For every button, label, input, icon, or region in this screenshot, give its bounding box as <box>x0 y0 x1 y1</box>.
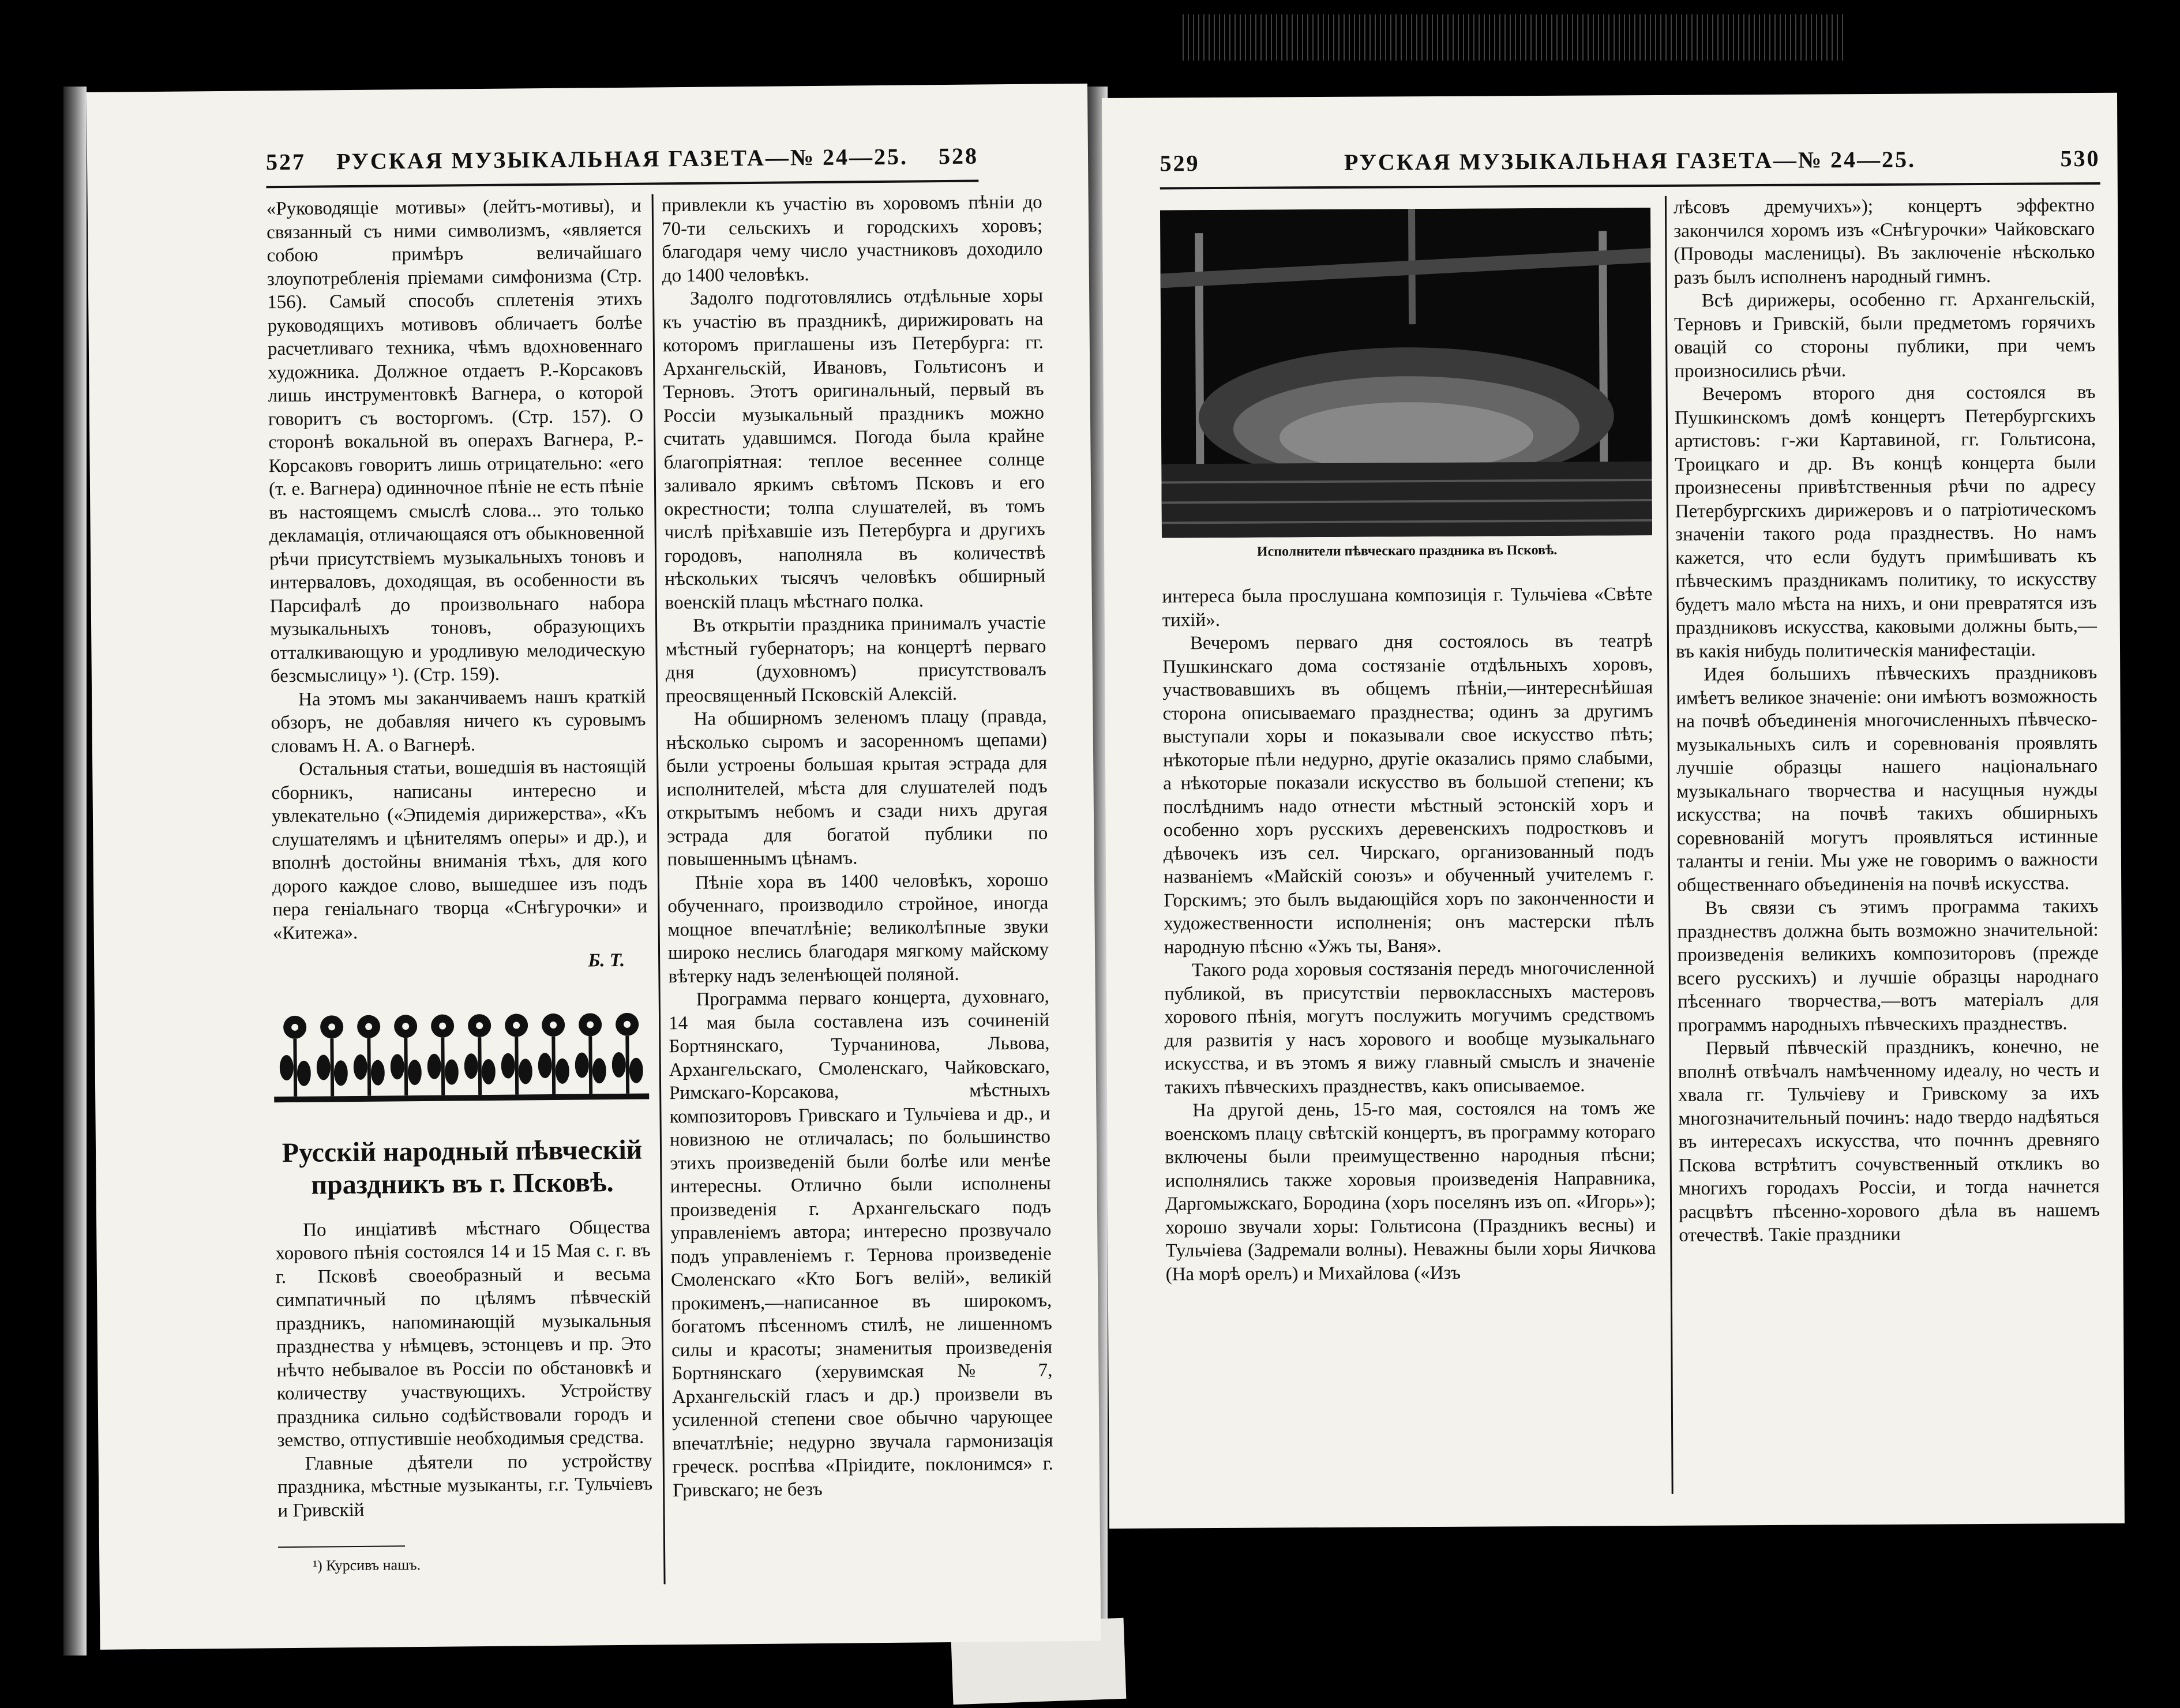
paragraph: Задолго подготовлялись отдѣльные хоры къ участію въ праздникѣ, дирижировать на которомъ приглашены изъ Петербурга: гг. Архангельскій, Ивановъ, Гольтисонъ и Терновъ. Этотъ оригинальный, первый въ Россіи музыкальный праздникъ можно считать удавшимся. Погода была крайне благопріятная: теплое весеннее солнце заливало яркимъ свѣтомъ Псковъ и его окрестности; толпа слушателей, въ томъ числѣ пріѣхавшіе изъ Петербурга и другихъ городовъ, наполняла въ количествѣ нѣскольких тысячъ человѣкъ обширный военскій плацъ мѣстнаго полка. <box>662 285 1046 613</box>
paragraph: лѣсовъ дремучихъ»); концертъ эффектно закончился хоромъ изъ «Снѣгурочки» Чайковскаго (Проводы масленицы). Въ заключеніе нѣсколько разъ былъ исполненъ народный гимнъ. <box>1673 194 2095 288</box>
scan-noise <box>1183 14 1846 61</box>
paragraph: На обширномъ зеленомъ плацу (правда, нѣсколько сыромъ и засоренномъ щепами) были устроены большая крытая эстрада для исполнителей, мѣста для слушателей подъ открытымъ небомъ и сзади нихъ другая эстрада для богатой публики по повышеннымъ цѣнамъ. <box>666 705 1048 870</box>
paragraph: Остальныя статьи, вошедшія въ настоящій сборникъ, написаны интересно и увлекательно («Эпидемія дирижерства», «Къ слушателямъ и цѣнителямъ оперы» и др.), и вполнѣ достойны вниманія тѣхъ, для кого дорого каждое слово, вышедшее изъ подъ пера геніальнаго творца «Снѣгурочки» и «Китежа». <box>271 756 648 944</box>
article-heading: Русскій народный пѣвческій праздникъ въ г. Псковѣ. <box>282 1134 643 1200</box>
paragraph: Пѣніе хора въ 1400 человѣкъ, хорошо обученнаго, производило стройное, иногда мощное впечатлѣніе; великолѣпные звуки широко неслись благодаря мягкому майскому вѣтерку надъ зеленѣющей поляной. <box>667 869 1049 987</box>
photo-caption: Исполнители пѣвческаго праздника въ Псковѣ. <box>1256 542 1558 560</box>
page-number: 530 <box>2060 145 2100 172</box>
flower-icon <box>353 1009 385 1095</box>
column-rule <box>1665 196 1674 1494</box>
paragraph: На другой день, 15-го мая, состоялся на томъ же военскомъ плацу свѣтскій концертъ, въ программу котораго включены были преимущественно народныя пѣсни; исполнялись также хоровыя произведенія Направника, Даргомыжскаго, Бородина (хоръ поселянъ изъ оп. «Игорь»); хорошо звучали хоры: Гольтисона (Праздникъ весны) и Тульчіева (Задремали волны). Неважны были хоры Яичкова (На морѣ орелъ) и Михайлова («Изъ <box>1165 1098 1656 1285</box>
flower-icon <box>464 1008 496 1094</box>
choir-photograph <box>1160 208 1652 538</box>
page-number: 529 <box>1160 150 1200 177</box>
running-head <box>266 142 978 183</box>
flower-icon <box>501 1008 532 1094</box>
paragraph: Такого рода хоровыя состязанія передъ многочисленной публикой, въ присутствіи первоклассныхъ мастеровъ хорового пѣнія, могутъ послужить могучимъ средствомъ для развитія у насъ хорового и вообще музыкальнаго искусства, и въ этомъ я вижу главный смыслъ и значеніе такихъ пѣвческихъ празднествъ, какъ описываемое. <box>1164 958 1655 1098</box>
footnote-rule <box>278 1545 405 1548</box>
paragraph: Вечеромъ перваго дня состоялось въ театрѣ Пушкинскаго дома состязаніе отдѣльныхъ хоровъ, участвовавшихъ въ общемъ пѣніи,—интереснѣйшая сторона описываемаго празднества; одинъ за другимъ выступали хоры и показывали свое искусство пѣть; нѣкоторые пѣли недурно, другіе оказались прямо слабыми, а нѣкоторые показали искусство въ большой степени; къ послѣднимъ надо отнести мѣстный эстонскій хоръ и особенно хоръ русскихъ деревенскихъ подростковъ и дѣвочекъ изъ сел. Чирскаго, организованный подъ названіемъ «Майскій союзъ» и обученный учителемъ г. Горскимъ; это былъ выдающійся хоръ по законченности и художественности исполненія; онъ мастерски пѣлъ народную пѣсню «Ужъ ты, Ваня». <box>1162 630 1654 958</box>
column-right <box>1674 194 2100 1247</box>
page-number: 528 <box>938 142 979 170</box>
photo-block <box>1160 95 1652 576</box>
flower-icon <box>427 1008 459 1095</box>
flower-icon <box>611 1007 643 1093</box>
column-left <box>267 194 654 1578</box>
flower-icon <box>538 1007 569 1094</box>
paragraph: Всѣ дирижеры, особенно гг. Архангельскій, Терновъ и Гривскій, были предметомъ горячихъ овацій со стороны публики, при чемъ произносились рѣчи. <box>1674 288 2096 382</box>
column-left <box>1162 583 1656 1286</box>
flower-icon <box>575 1007 606 1094</box>
right-page <box>1102 93 2125 1529</box>
paragraph: привлекли къ участію въ хоровомъ пѣніи до 70-ти сельскихъ и городскихъ хоровъ; благодаря чему число участниковъ доходило до 1400 человѣкъ. <box>661 192 1043 286</box>
paragraph: Главные дѣятели по устройству праздника, мѣстные музыканты, г.г. Тульчіевъ и Гривскій <box>277 1450 653 1521</box>
paragraph: Въ связи съ этимъ программа такихъ празднествъ должна быть возможно значительной: произведенія великихъ композиторовъ (прежде всего русскихъ) и лучшіе образцы народнаго пѣсеннаго творчества,—вотъ матеріалъ для программъ народныхъ пѣвческихъ празднествъ. <box>1677 895 2099 1036</box>
paragraph: На этомъ мы заканчиваемъ нашъ краткій обзоръ, не добавляя ничего къ суровымъ словамъ Н. А. о Вагнерѣ. <box>271 686 646 757</box>
author-signature: Б. Т. <box>588 949 625 971</box>
choir-stage-picture <box>1160 208 1652 538</box>
paragraph: Программа перваго концерта, духовнаго, 14 мая была составлена изъ сочиненій Бортнянскаго, Турчанинова, Львова, Архангельскаго, Смоленскаго, Чайковскаго, Римскаго-Корсакова, мѣстныхъ композиторовъ Гривскаго и Тульчіева и др., и новизною не отличалась; по большинство этихъ произведеній были болѣе или менѣе интересны. Отлично были исполнены произведенія г. Архангельскаго подъ управленіемъ автора; интересно прозвучало подъ управленіемъ г. Тернова произведеніе Смоленскаго «Кто Богъ велій», великій прокименъ,—написанное въ широкомъ, богатомъ пѣсенномъ стилѣ, не лишенномъ силы и красоты; знаменитыя произведенія Бортнянскаго (херувимская № 7, Архангельскій гласъ и др.) произвели въ усиленной степени свое обычно чарующее впечатлѣніе; недурно звучала гармонизація греческ. роспѣва «Пріидите, поклонимся» г. Гривскаго; не безъ <box>668 986 1053 1501</box>
paragraph: Вечеромъ второго дня состоялся въ Пушкинскомъ домѣ концертъ Петербургскихъ артистовъ: г-жи Картавиной, гг. Гольтисона, Троицкаго и др. Въ концѣ концерта были произнесены привѣтственныя рѣчи по адресу Петербургскихъ дирижеровъ и о патріотическомъ значеніи такого рода празднествъ. Но намъ кажется, что если будутъ примѣшивать къ пѣвческимъ праздникамъ политику, то искусству будетъ мало мѣста на нихъ, и они превратятся изъ праздниковъ искусства, каковыми должны быть,—въ какія нибудь политическія манифестаціи. <box>1674 381 2097 662</box>
paragraph: Первый пѣвческій праздникъ, конечно, не вполнѣ отвѣчалъ намѣченному идеалу, но честь и хвала гг. Тульчіеву и Гривскому за ихъ многозначительный починъ: надо твердо надѣяться въ интересахъ искусства, что почннъ древняго Пскова встрѣтитъ сочувственный откликъ во многихъ городахъ Россіи, и тогда начнется расцвѣтъ пѣсенно-хорового дѣла въ нашемъ отечествѣ. Такіе праздники <box>1678 1035 2100 1246</box>
footnote: ¹) Курсивъ нашъ. <box>313 1556 421 1574</box>
column-right <box>662 191 1054 1503</box>
floral-ornament <box>273 995 650 1102</box>
page-number: 527 <box>265 148 306 175</box>
flower-icon <box>316 1009 348 1096</box>
flower-icon <box>279 1009 311 1096</box>
newspaper-title: РУСКАЯ МУЗЫКАЛЬНАЯ ГАЗЕТА—№ 24—25. <box>336 143 909 175</box>
paragraph: «Руководящіе мотивы» (лейтъ-мотивы), и связанный съ ними символизмъ, «является собою примѣръ величайшаго злоупотребленія пріемами симфонизма (Стр. 156). Самый способъ сплетенія этихъ руководящихъ мотивовъ обличаетъ болѣе расчетливаго техника, чѣмъ вдохновеннаго художника. Должное отдаетъ Р.-Корсаковъ лишь инструментовкѣ Вагнера, о которой говоритъ съ восторгомъ. (Стр. 157). О сторонѣ вокальной въ операхъ Вагнера, Р.-Корсаковъ говоритъ лишь отрицательно: «его (т. е. Вагнера) одинночное пѣніе не есть пѣніе въ настоящемъ смыслѣ слова... это только декламація, отличающаяся отъ обыкновенной рѣчи присутствіемъ музыкальныхъ тоновъ и интерваловъ, доходящая, въ особенности въ Парсифалѣ до произвольнаго набора музыкальныхъ тоновъ, образующихъ отталкивающую и уродливую мелодическую безсмыслицу» ¹). (Стр. 159). <box>266 195 646 687</box>
paragraph: Идея большихъ пѣвческихъ праздниковъ имѣетъ великое значеніе: они имѣютъ возможность на почвѣ объединенія многочисленныхъ пѣвческо-музыкальныхъ силъ и соревнованія проявлять лучшіе образцы нашего національнаго музыкальнаго творчества и насущныя нужды искусства; на почвѣ такихъ обширныхъ соревнованій могутъ проявляться истинные таланты и геніи. Мы уже не говоримъ о важности общественнаго объединенія на почвѣ искусства. <box>1676 662 2099 896</box>
paragraph: По инціативѣ мѣстнаго Общества хорового пѣнія состоялся 14 и 15 Мая с. г. въ г. Псковѣ своеобразный и весьма симпатичный по цѣлямъ пѣвческій праздникъ, напоминающій музыкальныя празднества у нѣмцевъ, эстонцевъ и пр. Это нѣчто небывалое въ Россіи по обстановкѣ и количеству участвующихъ. Устройству праздника сильно содѣйствовали городъ и земство, отпустившіе необходимыя средства. <box>275 1217 652 1451</box>
book-gutter-left <box>63 87 87 1656</box>
paragraph: Въ открытіи праздника принималъ участіе мѣстный губернаторъ; на концертѣ перваго дня (духовномъ) присутствовалъ преосвященный Псковскій Алексій. <box>665 612 1046 707</box>
newspaper-title: РУСКАЯ МУЗЫКАЛЬНАЯ ГАЗЕТА—№ 24—25. <box>1344 146 1916 175</box>
flower-icon <box>390 1009 422 1095</box>
left-page <box>87 84 1101 1650</box>
paragraph: интереса была прослушана композиція г. Тульчіева «Свѣте тихій». <box>1162 584 1653 630</box>
